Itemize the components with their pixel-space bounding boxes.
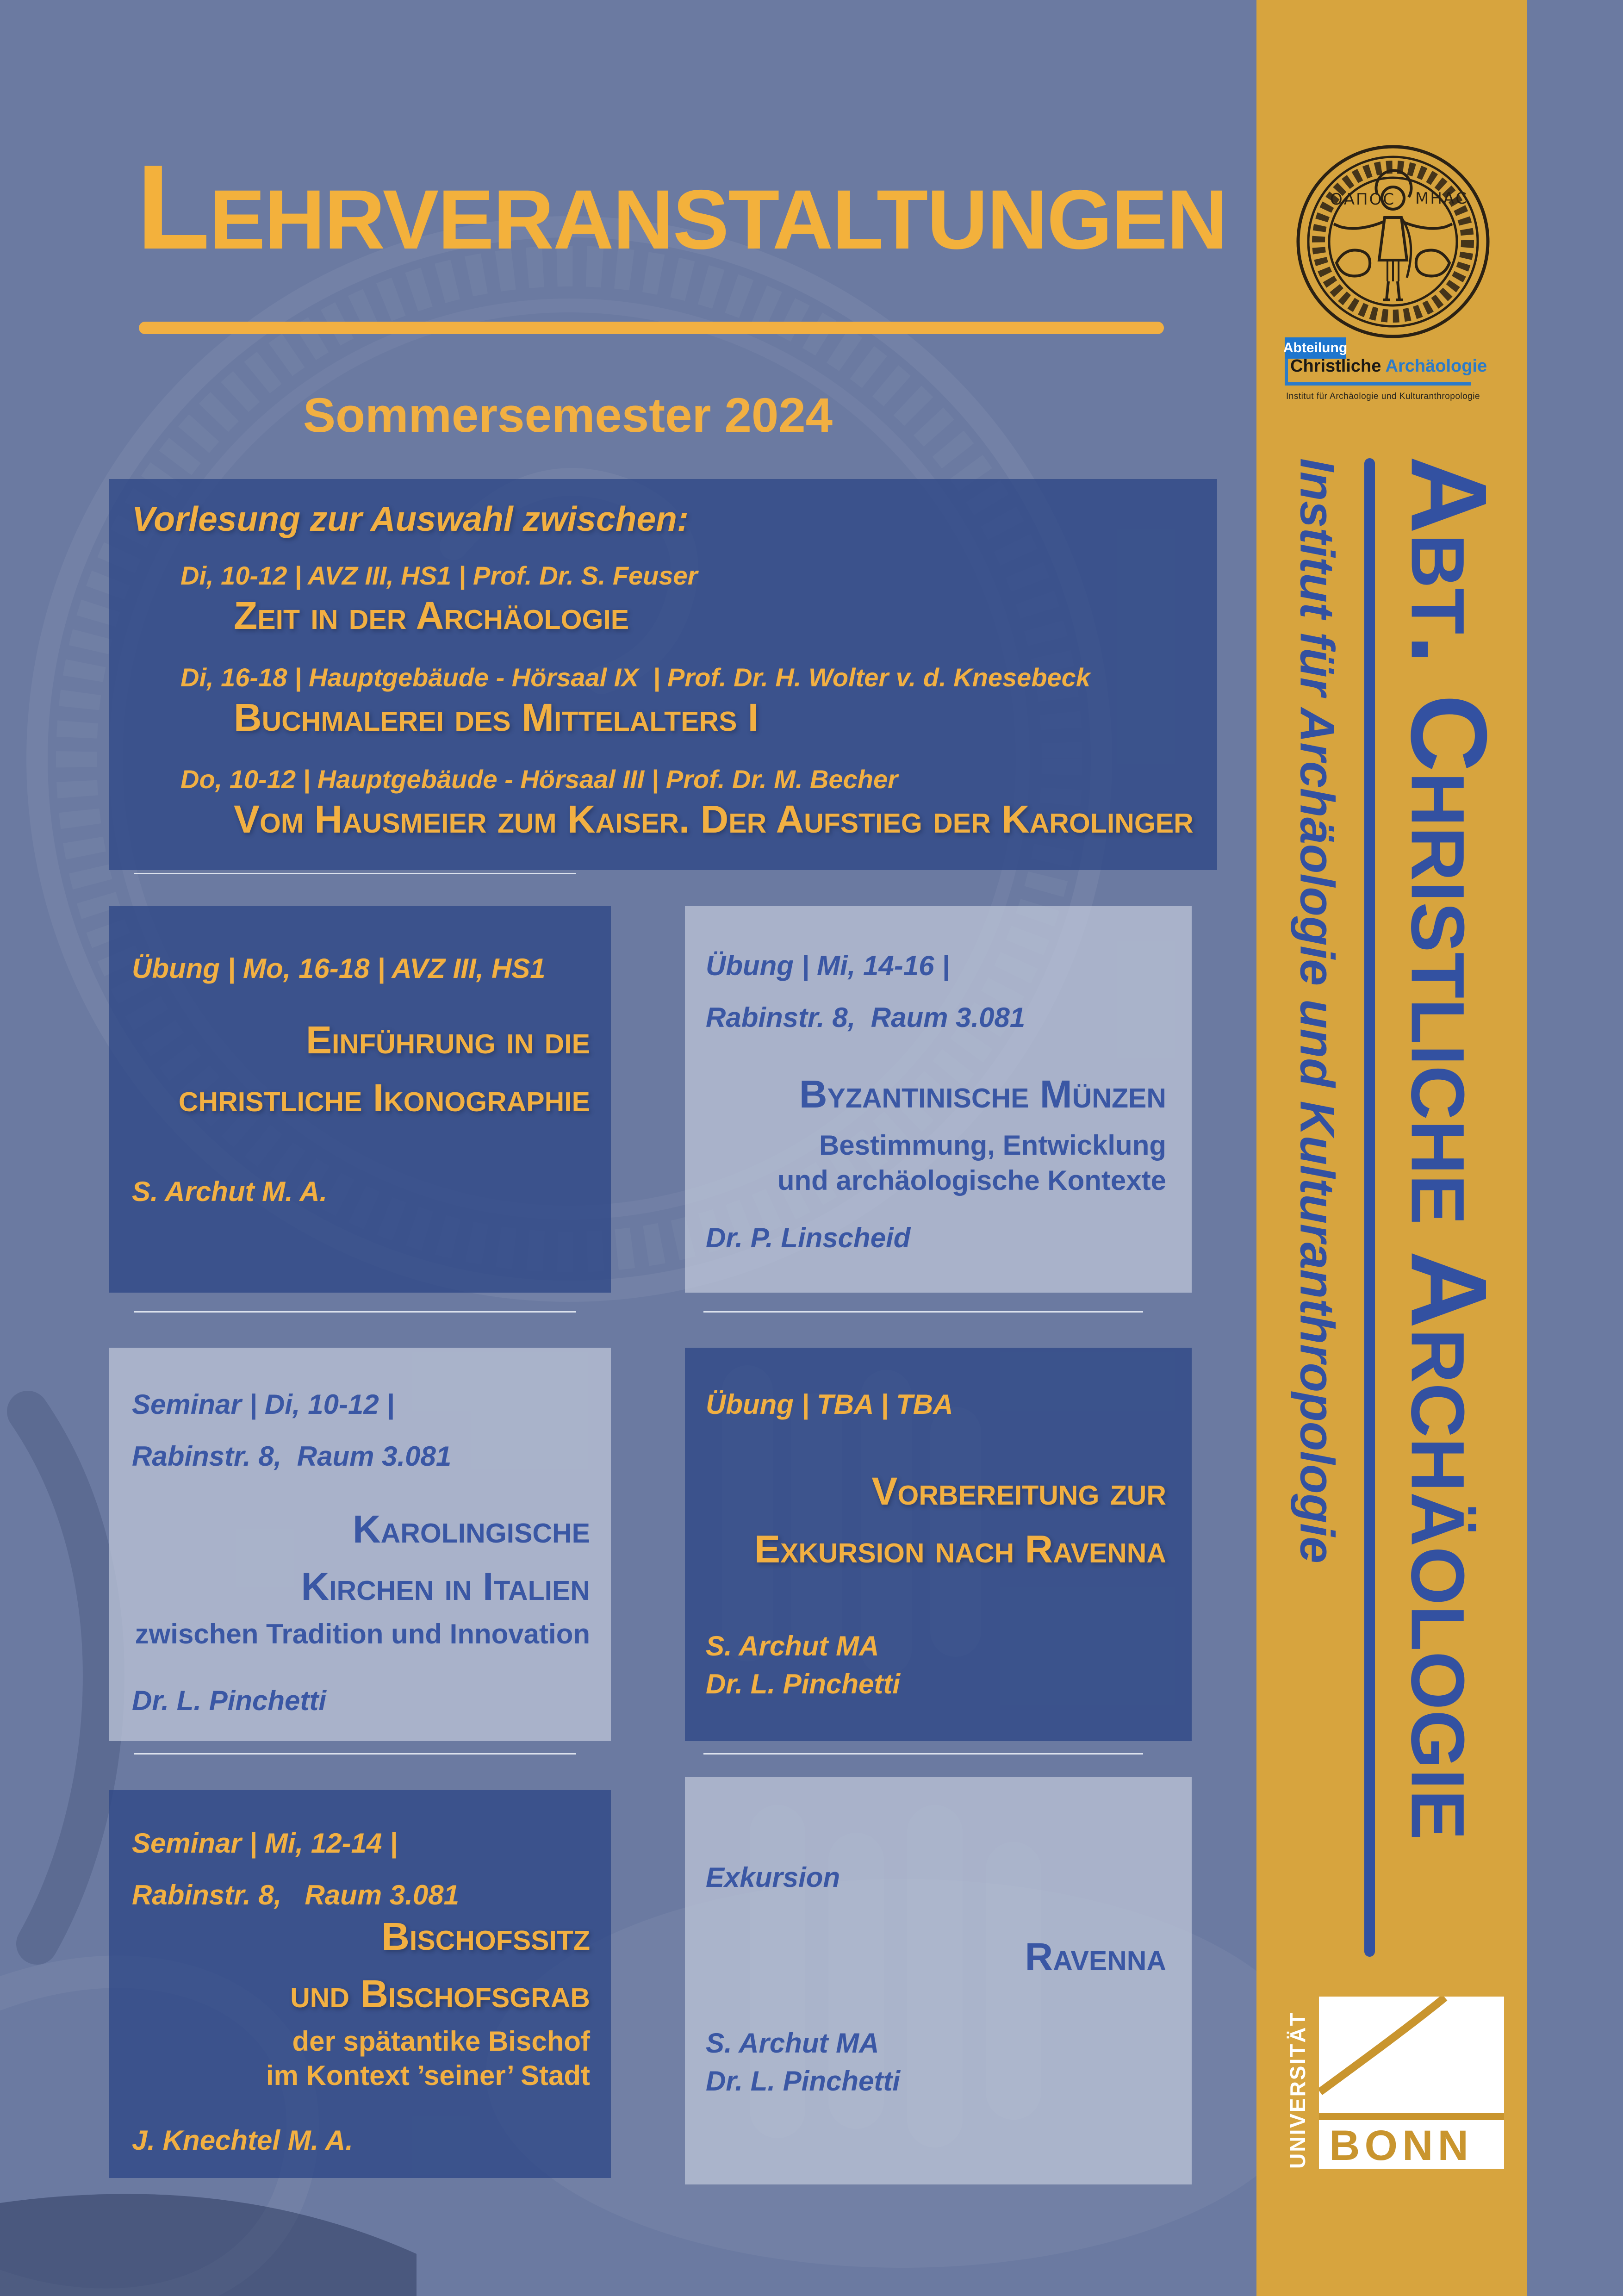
course-meta: Do, 10-12 | Hauptgebäude - Hörsaal III | Prof. Dr. M. Becher — [180, 765, 898, 794]
course-subtitle: und archäologische Kontexte — [777, 1165, 1166, 1196]
course-meta: Rabinstr. 8, Raum 3.081 — [132, 1879, 459, 1910]
seal-text-right: ΜΗΑϹ — [1415, 189, 1468, 208]
divider — [134, 1753, 576, 1755]
divider — [134, 873, 576, 874]
course-person: S. Archut M. A. — [132, 1176, 328, 1207]
dept-name-dark: Christliche — [1290, 356, 1381, 376]
universitaet-label: UNIVERSITÄT — [1286, 2011, 1310, 2169]
course-title: und Bischofsgrab — [290, 1972, 590, 2016]
divider — [134, 1311, 576, 1313]
dept-name — [1290, 356, 1487, 376]
sidebar-title: Abt. Christliche Archäologie — [1388, 456, 1509, 1840]
bonn-label: BONN — [1329, 2122, 1473, 2169]
course-meta: Übung | TBA | TBA — [706, 1389, 953, 1420]
course-person: Dr. L. Pinchetti — [132, 1685, 327, 1716]
vorlesung-intro: Vorlesung zur Auswahl zwischen: — [132, 499, 689, 538]
course-person: J. Knechtel M. A. — [132, 2125, 353, 2156]
course-title: Karolingische — [352, 1507, 590, 1551]
course-title: christliche Ikonographie — [178, 1076, 590, 1120]
dept-seal-icon — [1296, 143, 1490, 340]
course-title: Ravenna — [1025, 1935, 1166, 1979]
course-meta: Di, 10-12 | AVZ III, HS1 | Prof. Dr. S. Feuser — [180, 561, 698, 590]
sidebar-subtitle: Institut für Archäologie und Kulturanthropologie — [1290, 458, 1344, 1563]
course-person: Dr. L. Pinchetti — [706, 1668, 901, 1699]
course-person: S. Archut MA — [706, 2028, 879, 2059]
course-meta: Exkursion — [706, 1862, 840, 1893]
course-person: Dr. L. Pinchetti — [706, 2066, 901, 2097]
course-person: Dr. P. Linscheid — [706, 1222, 911, 1253]
course-card-exkursion — [685, 1777, 1192, 2184]
course-meta: Rabinstr. 8, Raum 3.081 — [706, 1002, 1026, 1033]
course-subtitle: zwischen Tradition und Innovation — [135, 1618, 590, 1649]
course-subtitle: im Kontext ’seiner’ Stadt — [266, 2060, 590, 2091]
course-meta: Di, 16-18 | Hauptgebäude - Hörsaal IX | Prof. Dr. H. Wolter v. d. Knesebeck — [180, 663, 1090, 692]
sidebar-underline — [1364, 458, 1375, 1957]
course-person: S. Archut MA — [706, 1630, 879, 1661]
divider — [703, 1311, 1143, 1313]
course-meta: Seminar | Di, 10-12 | — [132, 1389, 395, 1420]
title-underline — [139, 322, 1164, 334]
course-title: Vom Hausmeier zum Kaiser. Der Aufstieg der Karolinger — [234, 797, 1194, 841]
course-title: Exkursion nach Ravenna — [754, 1527, 1166, 1571]
course-subtitle: der spätantike Bischof — [292, 2026, 590, 2057]
course-meta: Rabinstr. 8, Raum 3.081 — [132, 1441, 452, 1472]
dept-frame-line — [1285, 359, 1288, 386]
course-meta: Seminar | Mi, 12-14 | — [132, 1828, 398, 1859]
dept-underline — [1285, 382, 1471, 386]
poster-subtitle: Sommersemester 2024 — [303, 388, 833, 442]
course-title: Bischofssitz — [381, 1915, 590, 1958]
course-title: Zeit in der Archäologie — [234, 594, 629, 637]
course-subtitle: Bestimmung, Entwicklung — [819, 1130, 1166, 1161]
divider — [703, 1753, 1143, 1755]
course-title: Einführung in die — [305, 1018, 590, 1062]
course-title: Buchmalerei des Mittelalters I — [234, 696, 759, 739]
seal-text-left: ΟΑΠΟϹ — [1330, 190, 1396, 209]
dept-name-blue: Archäologie — [1385, 356, 1487, 376]
course-title: Byzantinische Münzen — [799, 1072, 1166, 1116]
course-meta: Übung | Mi, 14-16 | — [706, 950, 950, 981]
dept-badge: Abteilung — [1285, 337, 1346, 359]
course-title: Vorbereitung zur — [871, 1469, 1166, 1513]
institute-name: Institut für Archäologie und Kulturanthropologie — [1286, 392, 1480, 401]
course-meta: Übung | Mo, 16-18 | AVZ III, HS1 — [132, 953, 546, 984]
poster-title: Lehrveranstaltungen — [137, 140, 1227, 274]
course-title: Kirchen in Italien — [301, 1565, 590, 1608]
